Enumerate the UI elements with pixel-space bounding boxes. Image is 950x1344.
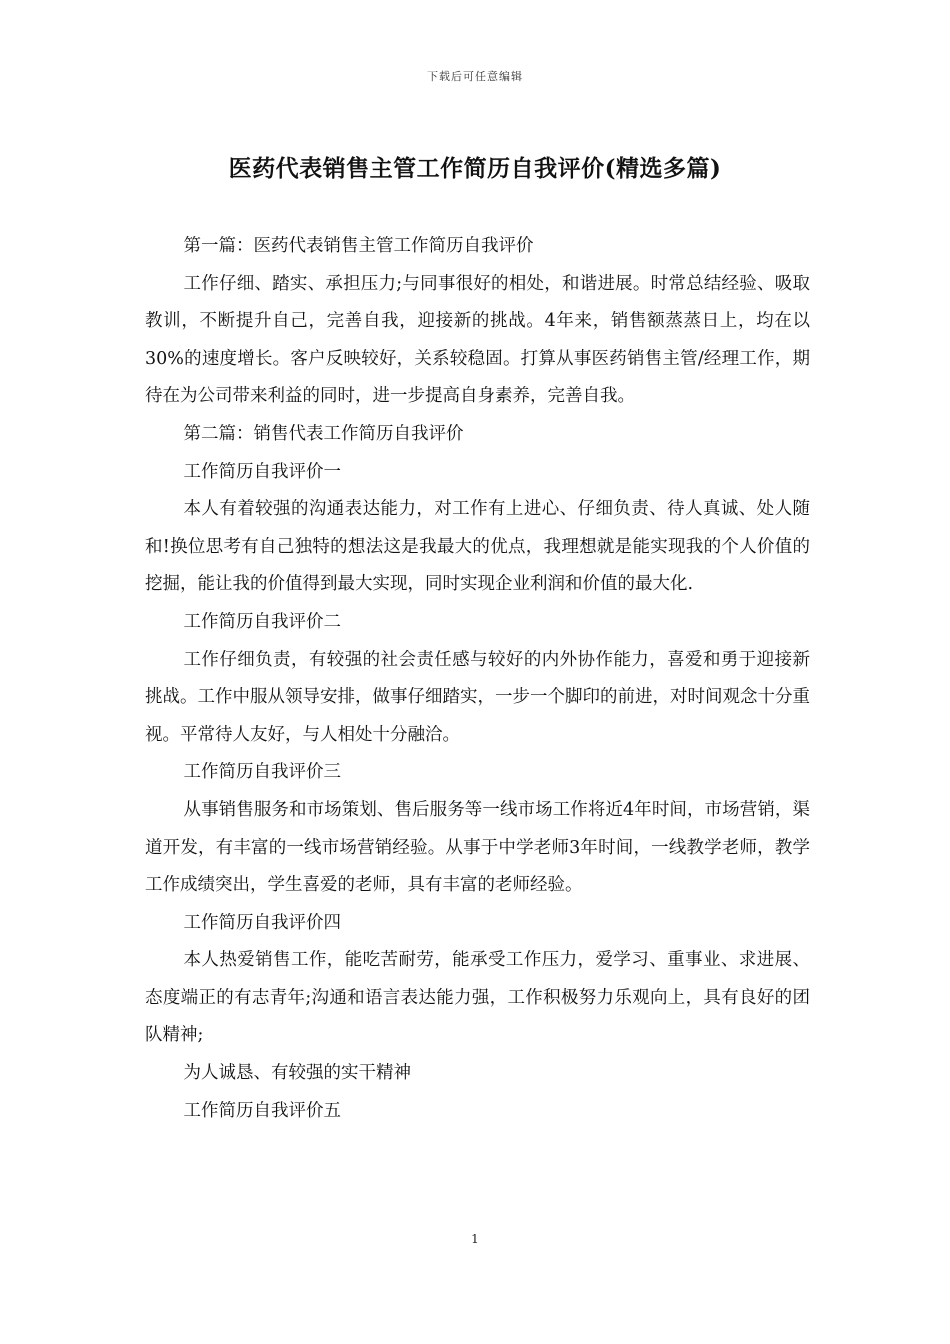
body-paragraph: 本人热爱销售工作，能吃苦耐劳，能承受工作压力，爱学习、重事业、求进展、态度端正的有志青年;沟通和语言表达能力强，工作积极努力乐观向上，具有良好的团队精神;	[145, 950, 810, 1046]
subheading-1: 工作简历自我评价一	[183, 461, 341, 482]
page-title: 医药代表销售主管工作简历自我评价(精选多篇)	[228, 155, 722, 182]
subheading-3: 工作简历自我评价三	[183, 762, 341, 783]
document-body	[145, 228, 810, 1130]
subheading-4: 工作简历自我评价四	[183, 912, 341, 933]
body-paragraph: 从事销售服务和市场策划、售后服务等一线市场工作将近4年时间，市场营销，渠道开发，有丰富的一线市场营销经验。从事于中学老师3年时间，一线教学老师，教学工作成绩突出，学生喜爱的老师，具有丰富的老师经验。	[145, 799, 810, 896]
subheading-2: 工作简历自我评价二	[183, 611, 341, 632]
section-heading-2: 第二篇：销售代表工作简历自我评价	[183, 423, 464, 444]
body-paragraph: 本人有着较强的沟通表达能力，对工作有上进心、仔细负责、待人真诚、处人随和!换位思考有自己独特的想法这是我最大的优点，我理想就是能实现我的个人价值的挖掘，能让我的价值得到最大实现，同时实现企业利润和价值的最大化.	[145, 499, 810, 595]
header-note: 下载后可任意编辑	[427, 70, 523, 83]
page-number: 1	[471, 1232, 479, 1246]
body-paragraph: 为人诚恳、有较强的实干精神	[183, 1063, 411, 1084]
section-heading-1: 第一篇：医药代表销售主管工作简历自我评价	[183, 236, 534, 256]
subheading-5: 工作简历自我评价五	[183, 1100, 341, 1121]
body-paragraph: 工作仔细负责，有较强的社会责任感与较好的内外协作能力，喜爱和勇于迎接新挑战。工作中服从领导安排，做事仔细踏实，一步一个脚印的前进，对时间观念十分重视。平常待人友好，与人相处十分融洽。	[145, 649, 810, 745]
body-paragraph: 工作仔细、踏实、承担压力;与同事很好的相处，和谐进展。时常总结经验、吸取教训，不断提升自己，完善自我，迎接新的挑战。4年来，销售额蒸蒸日上，均在以30%的速度增长。客户反映较好，关系较稳固。打算从事医药销售主管/经理工作，期待在为公司带来利益的同时，进一步提高自身素养，完善自我。	[145, 273, 810, 407]
